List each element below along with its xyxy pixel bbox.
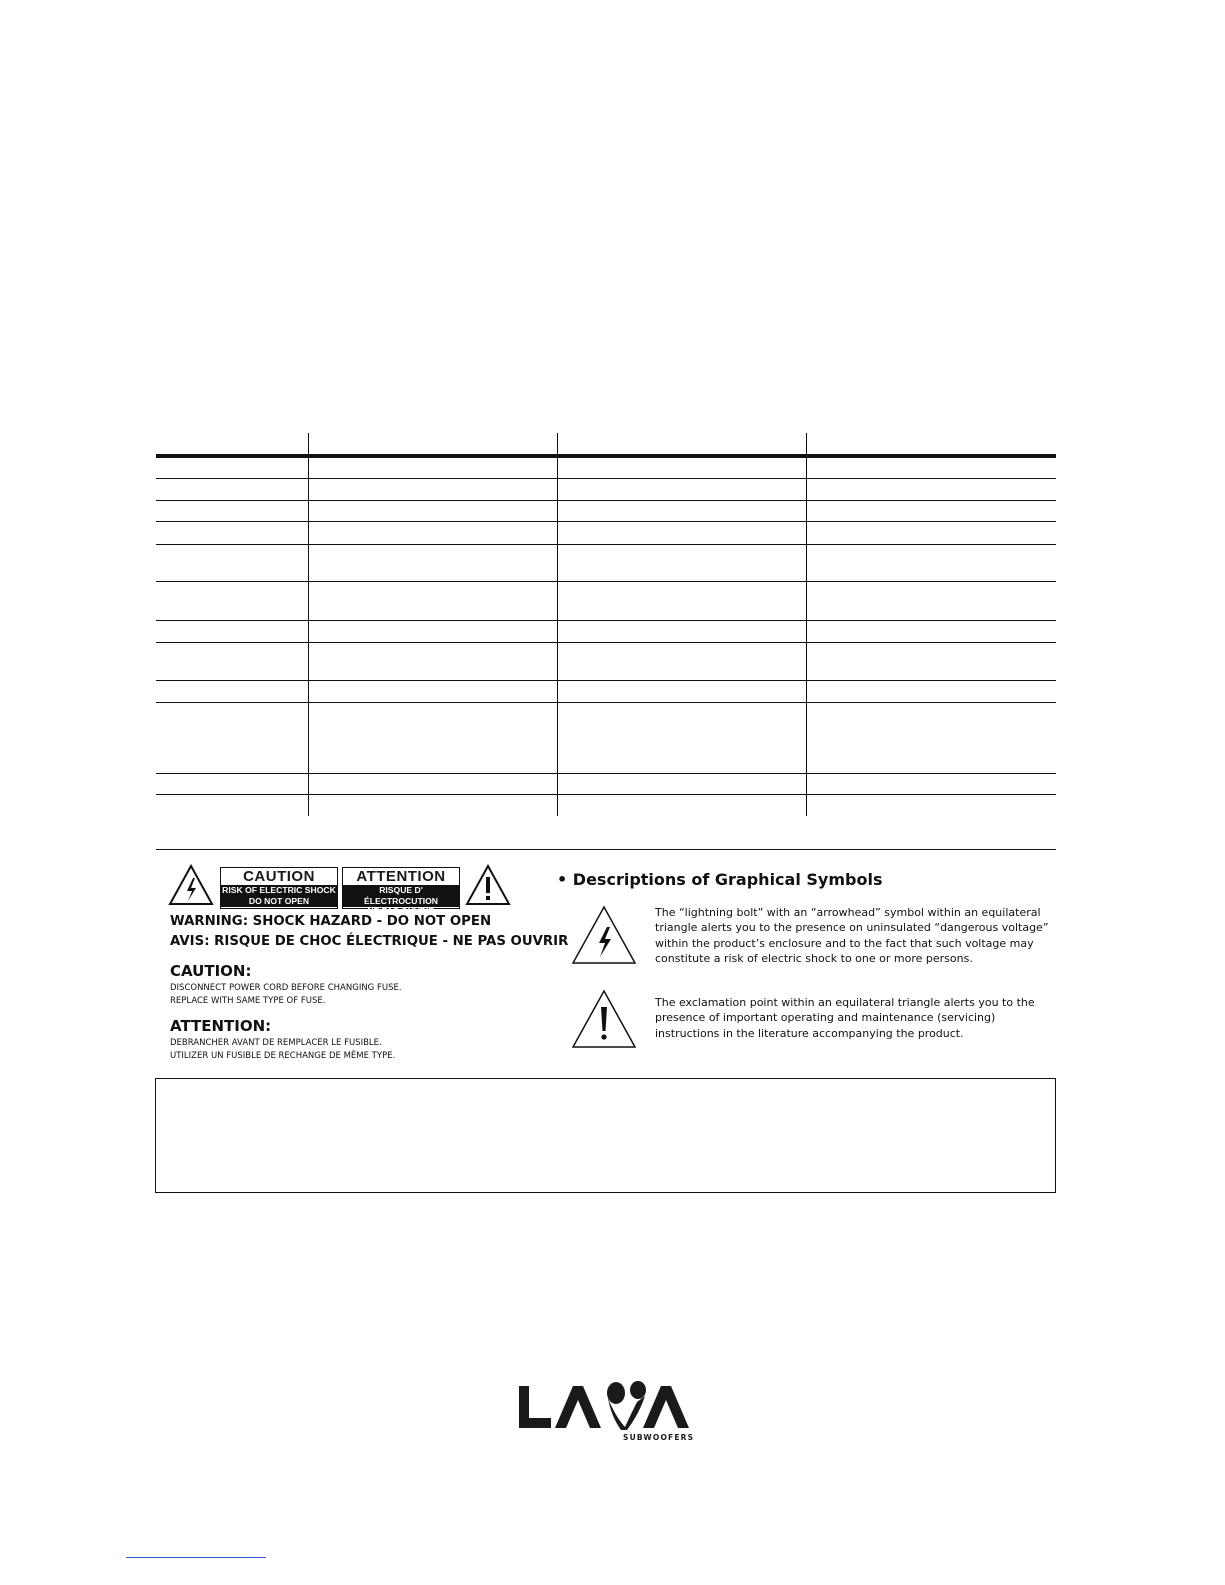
attention-label: [342, 867, 460, 916]
table-row-rule: [156, 521, 1056, 522]
caution-heading: CAUTION:: [170, 962, 252, 980]
table-row-rule: [156, 581, 1056, 582]
table-row-rule: [156, 680, 1056, 681]
table-row-rule: [156, 478, 1056, 479]
table-row-rule: [156, 702, 1056, 703]
exclamation-triangle-icon: [465, 864, 511, 906]
lightning-triangle-icon: [168, 864, 214, 906]
caution-line: REPLACE WITH SAME TYPE OF FUSE.: [170, 996, 326, 1006]
caution-label-line: RISK OF ELECTRIC SHOCK: [222, 885, 336, 895]
table-column-divider: [308, 433, 309, 816]
exclamation-symbol-description: The exclamation point within an equilateral triangle alerts you to the presence of important operating and maintenance (servicing) instructions in the literature accompanying the product.: [655, 996, 1035, 1040]
lava-subwoofers-logo: [515, 1372, 697, 1444]
attention-line: DEBRANCHER AVANT DE REMPLACER LE FUSIBLE.: [170, 1038, 382, 1048]
attention-label-warning: [343, 885, 459, 916]
table-column-divider: [557, 433, 558, 816]
table-header-rule: [156, 454, 1056, 458]
caution-label-title: CAUTION: [243, 868, 315, 885]
attention-heading: ATTENTION:: [170, 1017, 272, 1035]
section-divider: [156, 849, 1056, 850]
table-row-rule: [156, 642, 1056, 643]
table-row-rule: [156, 773, 1056, 774]
shock-warning-en: WARNING: SHOCK HAZARD - DO NOT OPEN: [170, 914, 492, 929]
svg-text:SUBWOOFERS: SUBWOOFERS: [623, 1433, 695, 1442]
caution-line: DISCONNECT POWER CORD BEFORE CHANGING FUSE.: [170, 983, 402, 993]
attention-label-line: NE PAS OUVRIR: [367, 906, 435, 916]
exclamation-triangle-icon: [571, 989, 637, 1049]
symbols-heading: • Descriptions of Graphical Symbols: [557, 870, 883, 889]
bottom-link-underline: [126, 1557, 266, 1558]
caution-label-line: DO NOT OPEN: [248, 895, 310, 906]
caution-label: [220, 867, 338, 909]
lightning-triangle-icon: [571, 905, 637, 965]
attention-line: UTILIZER UN FUSIBLE DE RECHANGE DE MÊME TYPE.: [170, 1051, 396, 1061]
attention-label-title: ATTENTION: [356, 868, 446, 885]
attention-label-line: RISQUE D' ÉLECTROCUTION: [364, 885, 438, 906]
table-row-rule: [156, 500, 1056, 501]
shock-warning-fr: AVIS: RISQUE DE CHOC ÉLECTRIQUE - NE PAS OUVRIR: [170, 934, 569, 949]
table-row-rule: [156, 620, 1056, 621]
table-column-divider: [806, 433, 807, 816]
lightning-symbol-description: The “lightning bolt” with an “arrowhead” symbol within an equilateral triangle alerts you to the presence on uninsulated “dangerous voltage” within the product’s enclosure and to the fact that such voltage may constitute a risk of electric shock to one or more persons.: [655, 906, 1049, 965]
specification-table: [156, 433, 1056, 816]
notice-box: [155, 1078, 1056, 1193]
table-row-rule: [156, 544, 1056, 545]
caution-label-warning: [221, 885, 337, 907]
table-row-rule: [156, 794, 1056, 795]
